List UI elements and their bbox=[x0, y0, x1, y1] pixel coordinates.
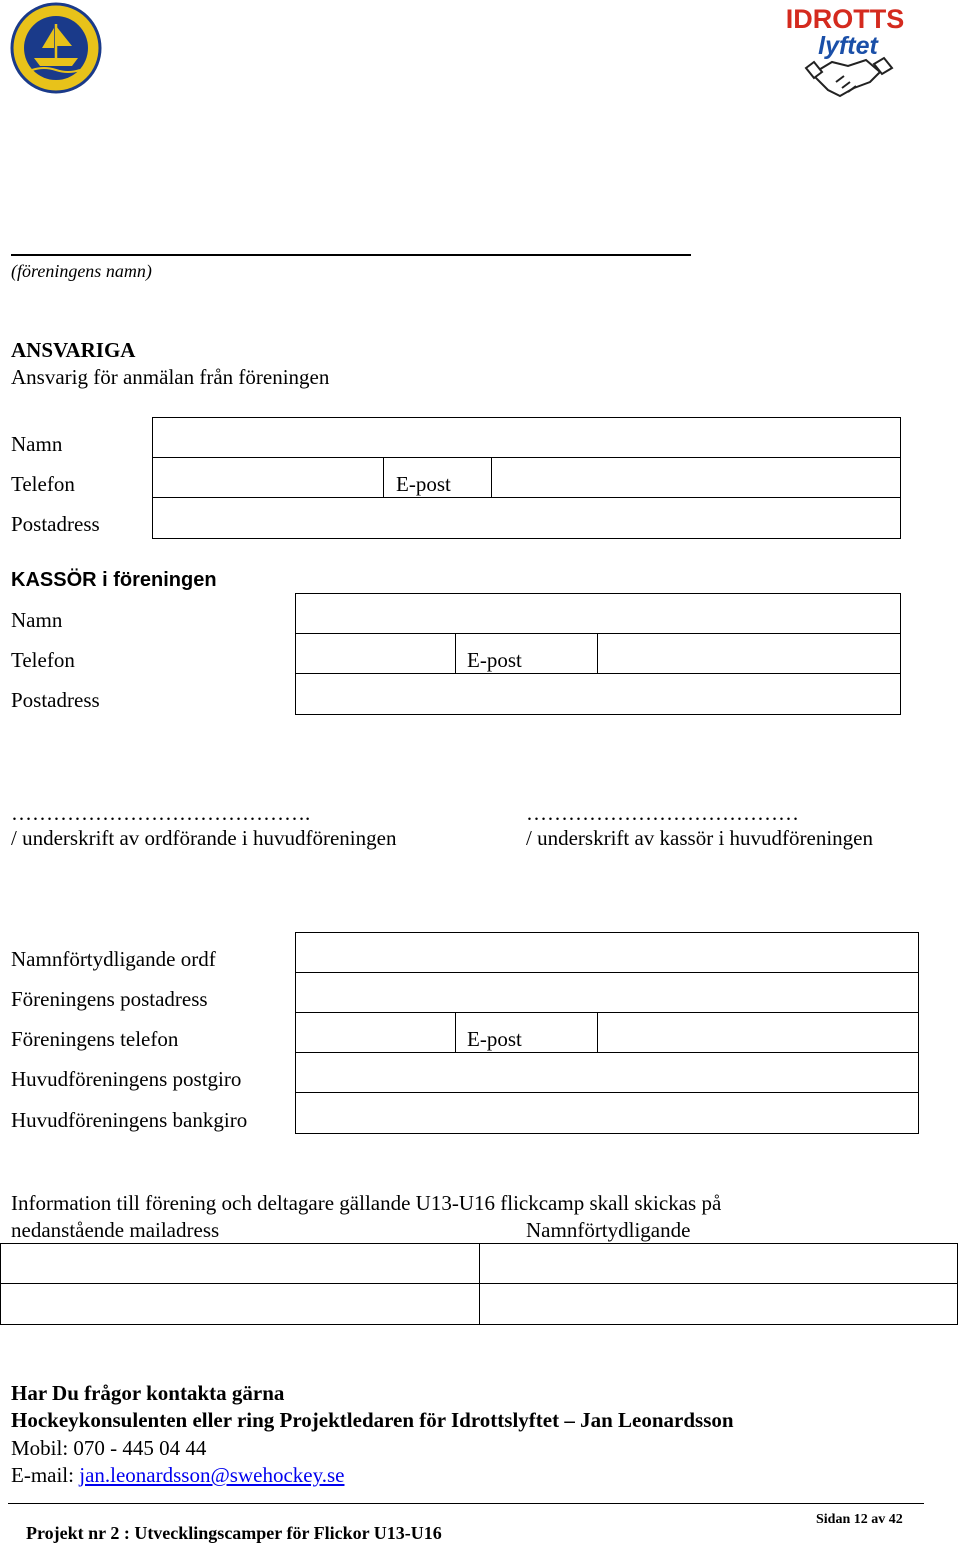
signature-right-caption: / underskrift av kassör i huvudföreningen bbox=[526, 826, 874, 850]
responsible-phone-field[interactable] bbox=[152, 457, 385, 499]
postgiro-label: Huvudföreningens postgiro bbox=[11, 1067, 242, 1091]
treasurer-address-label: Postadress bbox=[11, 688, 100, 712]
club-address-label: Föreningens postadress bbox=[11, 987, 208, 1011]
club-email-label: E-post bbox=[467, 1027, 522, 1051]
contact-email-row bbox=[11, 1462, 344, 1488]
footer-project: Projekt nr 2 : Utvecklingscamper för Flickor U13-U16 bbox=[26, 1523, 442, 1543]
mail-name-field-1[interactable] bbox=[479, 1243, 958, 1285]
mail-info-line2-right: Namnförtydligande bbox=[526, 1218, 691, 1242]
treasurer-name-label: Namn bbox=[11, 608, 63, 632]
treasurer-email-field[interactable] bbox=[597, 633, 901, 675]
treasurer-heading: KASSÖR i föreningen bbox=[11, 569, 217, 591]
chair-name-field[interactable] bbox=[295, 932, 919, 974]
bankgiro-field[interactable] bbox=[295, 1092, 919, 1134]
treasurer-name-field[interactable] bbox=[295, 593, 901, 635]
mail-email-field-1[interactable] bbox=[0, 1243, 481, 1285]
club-name-caption: (föreningens namn) bbox=[11, 261, 152, 281]
mail-info-line2-left: nedanstående mailadress bbox=[11, 1218, 220, 1242]
responsible-email-label: E-post bbox=[396, 472, 451, 496]
mail-name-field-2[interactable] bbox=[479, 1283, 958, 1325]
contact-email-link[interactable]: jan.leonardsson@swehockey.se bbox=[79, 1463, 345, 1487]
responsible-phone-label: Telefon bbox=[11, 472, 75, 496]
logo-text-bottom: lyftet bbox=[818, 32, 878, 60]
signature-right-dots: ………………………………… bbox=[526, 801, 799, 825]
contact-mobile: Mobil: 070 - 445 04 44 bbox=[11, 1436, 207, 1460]
bankgiro-label: Huvudföreningens bankgiro bbox=[11, 1108, 248, 1132]
responsible-subheading: Ansvarig för anmälan från föreningen bbox=[11, 365, 330, 389]
club-phone-field[interactable] bbox=[295, 1012, 457, 1054]
contact-line2: Hockeykonsulenten eller ring Projektledaren för Idrottslyftet – Jan Leonardsson bbox=[11, 1408, 734, 1432]
treasurer-phone-label: Telefon bbox=[11, 648, 75, 672]
mail-email-field-2[interactable] bbox=[0, 1283, 481, 1325]
idrottslyftet-logo bbox=[770, 2, 920, 104]
responsible-address-field[interactable] bbox=[152, 497, 901, 539]
responsible-address-label: Postadress bbox=[11, 512, 100, 536]
signature-left-dots: ……………………………………. bbox=[11, 801, 311, 825]
swedish-hockey-crest-logo bbox=[10, 2, 102, 94]
signature-left-caption: / underskrift av ordförande i huvudföreningen bbox=[11, 826, 397, 850]
footer-divider bbox=[8, 1503, 924, 1504]
contact-email-label: E-mail: bbox=[11, 1463, 74, 1487]
logo-text-top: IDROTTS bbox=[785, 4, 905, 34]
responsible-name-label: Namn bbox=[11, 432, 63, 456]
responsible-email-field[interactable] bbox=[491, 457, 901, 499]
club-name-line bbox=[11, 254, 691, 256]
swedish-hockey-crest-icon bbox=[10, 2, 102, 94]
treasurer-address-field[interactable] bbox=[295, 673, 901, 715]
handshake-icon bbox=[806, 58, 892, 96]
treasurer-phone-field[interactable] bbox=[295, 633, 457, 675]
club-phone-label: Föreningens telefon bbox=[11, 1027, 179, 1051]
postgiro-field[interactable] bbox=[295, 1052, 919, 1094]
footer-page-number: Sidan 12 av 42 bbox=[816, 1512, 903, 1527]
mail-info-line1: Information till förening och deltagare gällande U13-U16 flickcamp skall skickas på bbox=[11, 1191, 722, 1215]
chair-name-label: Namnförtydligande ordf bbox=[11, 947, 216, 971]
treasurer-email-label: E-post bbox=[467, 648, 522, 672]
contact-line1: Har Du frågor kontakta gärna bbox=[11, 1381, 285, 1405]
club-address-field[interactable] bbox=[295, 972, 919, 1014]
responsible-heading: ANSVARIGA bbox=[11, 338, 136, 362]
club-email-field[interactable] bbox=[597, 1012, 919, 1054]
responsible-name-field[interactable] bbox=[152, 417, 901, 459]
idrottslyftet-logo-svg bbox=[770, 2, 920, 104]
